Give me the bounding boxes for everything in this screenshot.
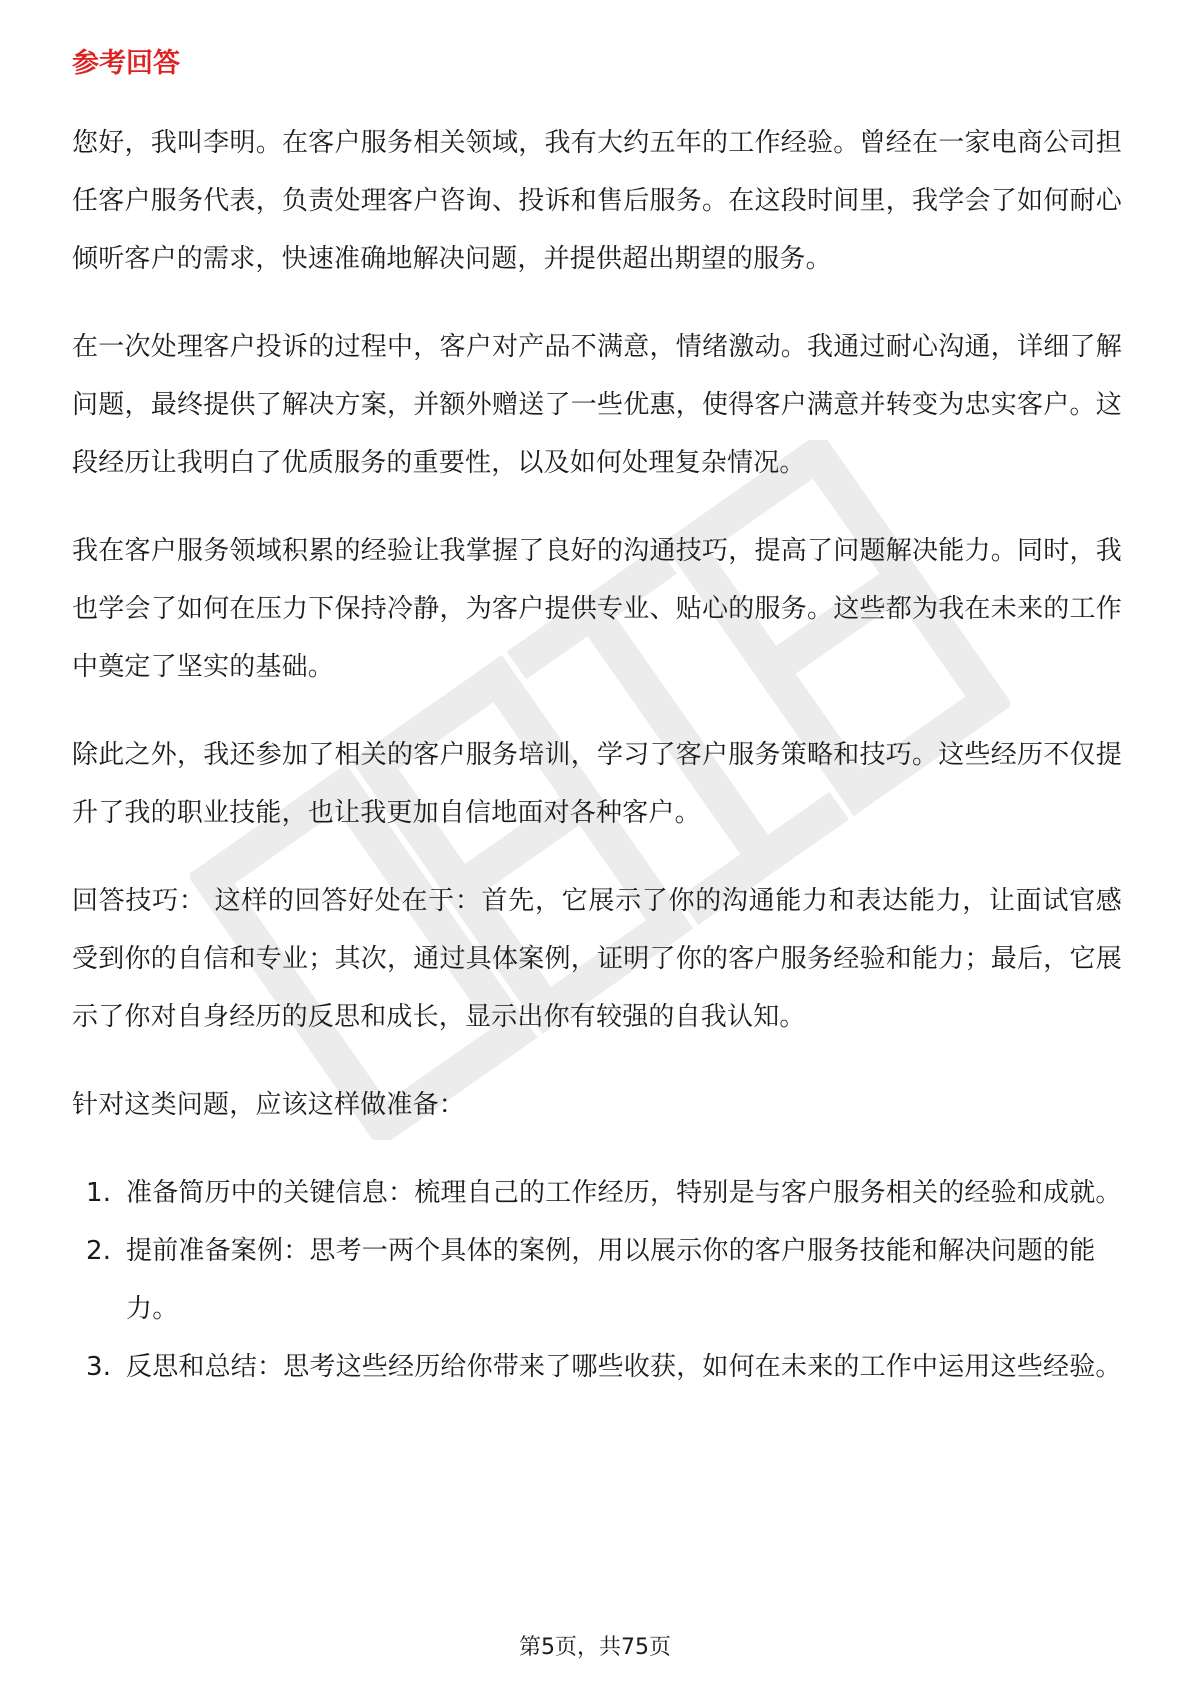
paragraph-tips: 回答技巧： 这样的回答好处在于：首先，它展示了你的沟通能力和表达能力，让面试官感受到你的自信和专业；其次，通过具体案例，证明了你的客户服务经验和能力；最后，它展示了你对自身经历的反思和成长，显示出你有较强的自我认知。: [72, 886, 1123, 1032]
list-item-text: 准备简历中的关键信息：梳理自己的工作经历，特别是与客户服务相关的经验和成就。: [126, 1178, 1122, 1208]
page-footer: 第5页，共75页: [519, 1635, 671, 1660]
section-heading: 参考回答: [72, 48, 180, 79]
paragraph-skills: 我在客户服务领域积累的经验让我掌握了良好的沟通技巧，提高了问题解决能力。同时，我也学会了如何在压力下保持冷静，为客户提供专业、贴心的服务。这些都为我在未来的工作中奠定了坚实的基础。: [72, 536, 1122, 682]
paragraph-training: 除此之外，我还参加了相关的客户服务培训，学习了客户服务策略和技巧。这些经历不仅提升了我的职业技能，也让我更加自信地面对各种客户。: [72, 740, 1122, 828]
paragraph-case: 在一次处理客户投诉的过程中，客户对产品不满意，情绪激动。我通过耐心沟通，详细了解问题，最终提供了解决方案，并额外赠送了一些优惠，使得客户满意并转变为忠实客户。这段经历让我明白了优质服务的重要性，以及如何处理复杂情况。: [72, 332, 1122, 478]
list-number: 2.: [86, 1236, 112, 1266]
list-item-text: 提前准备案例：思考一两个具体的案例，用以展示你的客户服务技能和解决问题的能力。: [126, 1236, 1096, 1324]
list-number: 1.: [86, 1178, 112, 1208]
list-item: [72, 1222, 1122, 1338]
list-item: [72, 1338, 1122, 1396]
list-item-text: 反思和总结：思考这些经历给你带来了哪些收获，如何在未来的工作中运用这些经验。: [126, 1352, 1122, 1382]
document-body: [72, 44, 1122, 1396]
list-item: [72, 1164, 1122, 1222]
list-number: 3.: [86, 1352, 112, 1382]
paragraph-intro: 您好，我叫李明。在客户服务相关领域，我有大约五年的工作经验。曾经在一家电商公司担任客户服务代表，负责处理客户咨询、投诉和售后服务。在这段时间里，我学会了如何耐心倾听客户的需求，快速准确地解决问题，并提供超出期望的服务。: [72, 128, 1122, 274]
prep-list: [72, 1164, 1122, 1396]
paragraph-prep-intro: 针对这类问题，应该这样做准备：: [72, 1090, 466, 1120]
